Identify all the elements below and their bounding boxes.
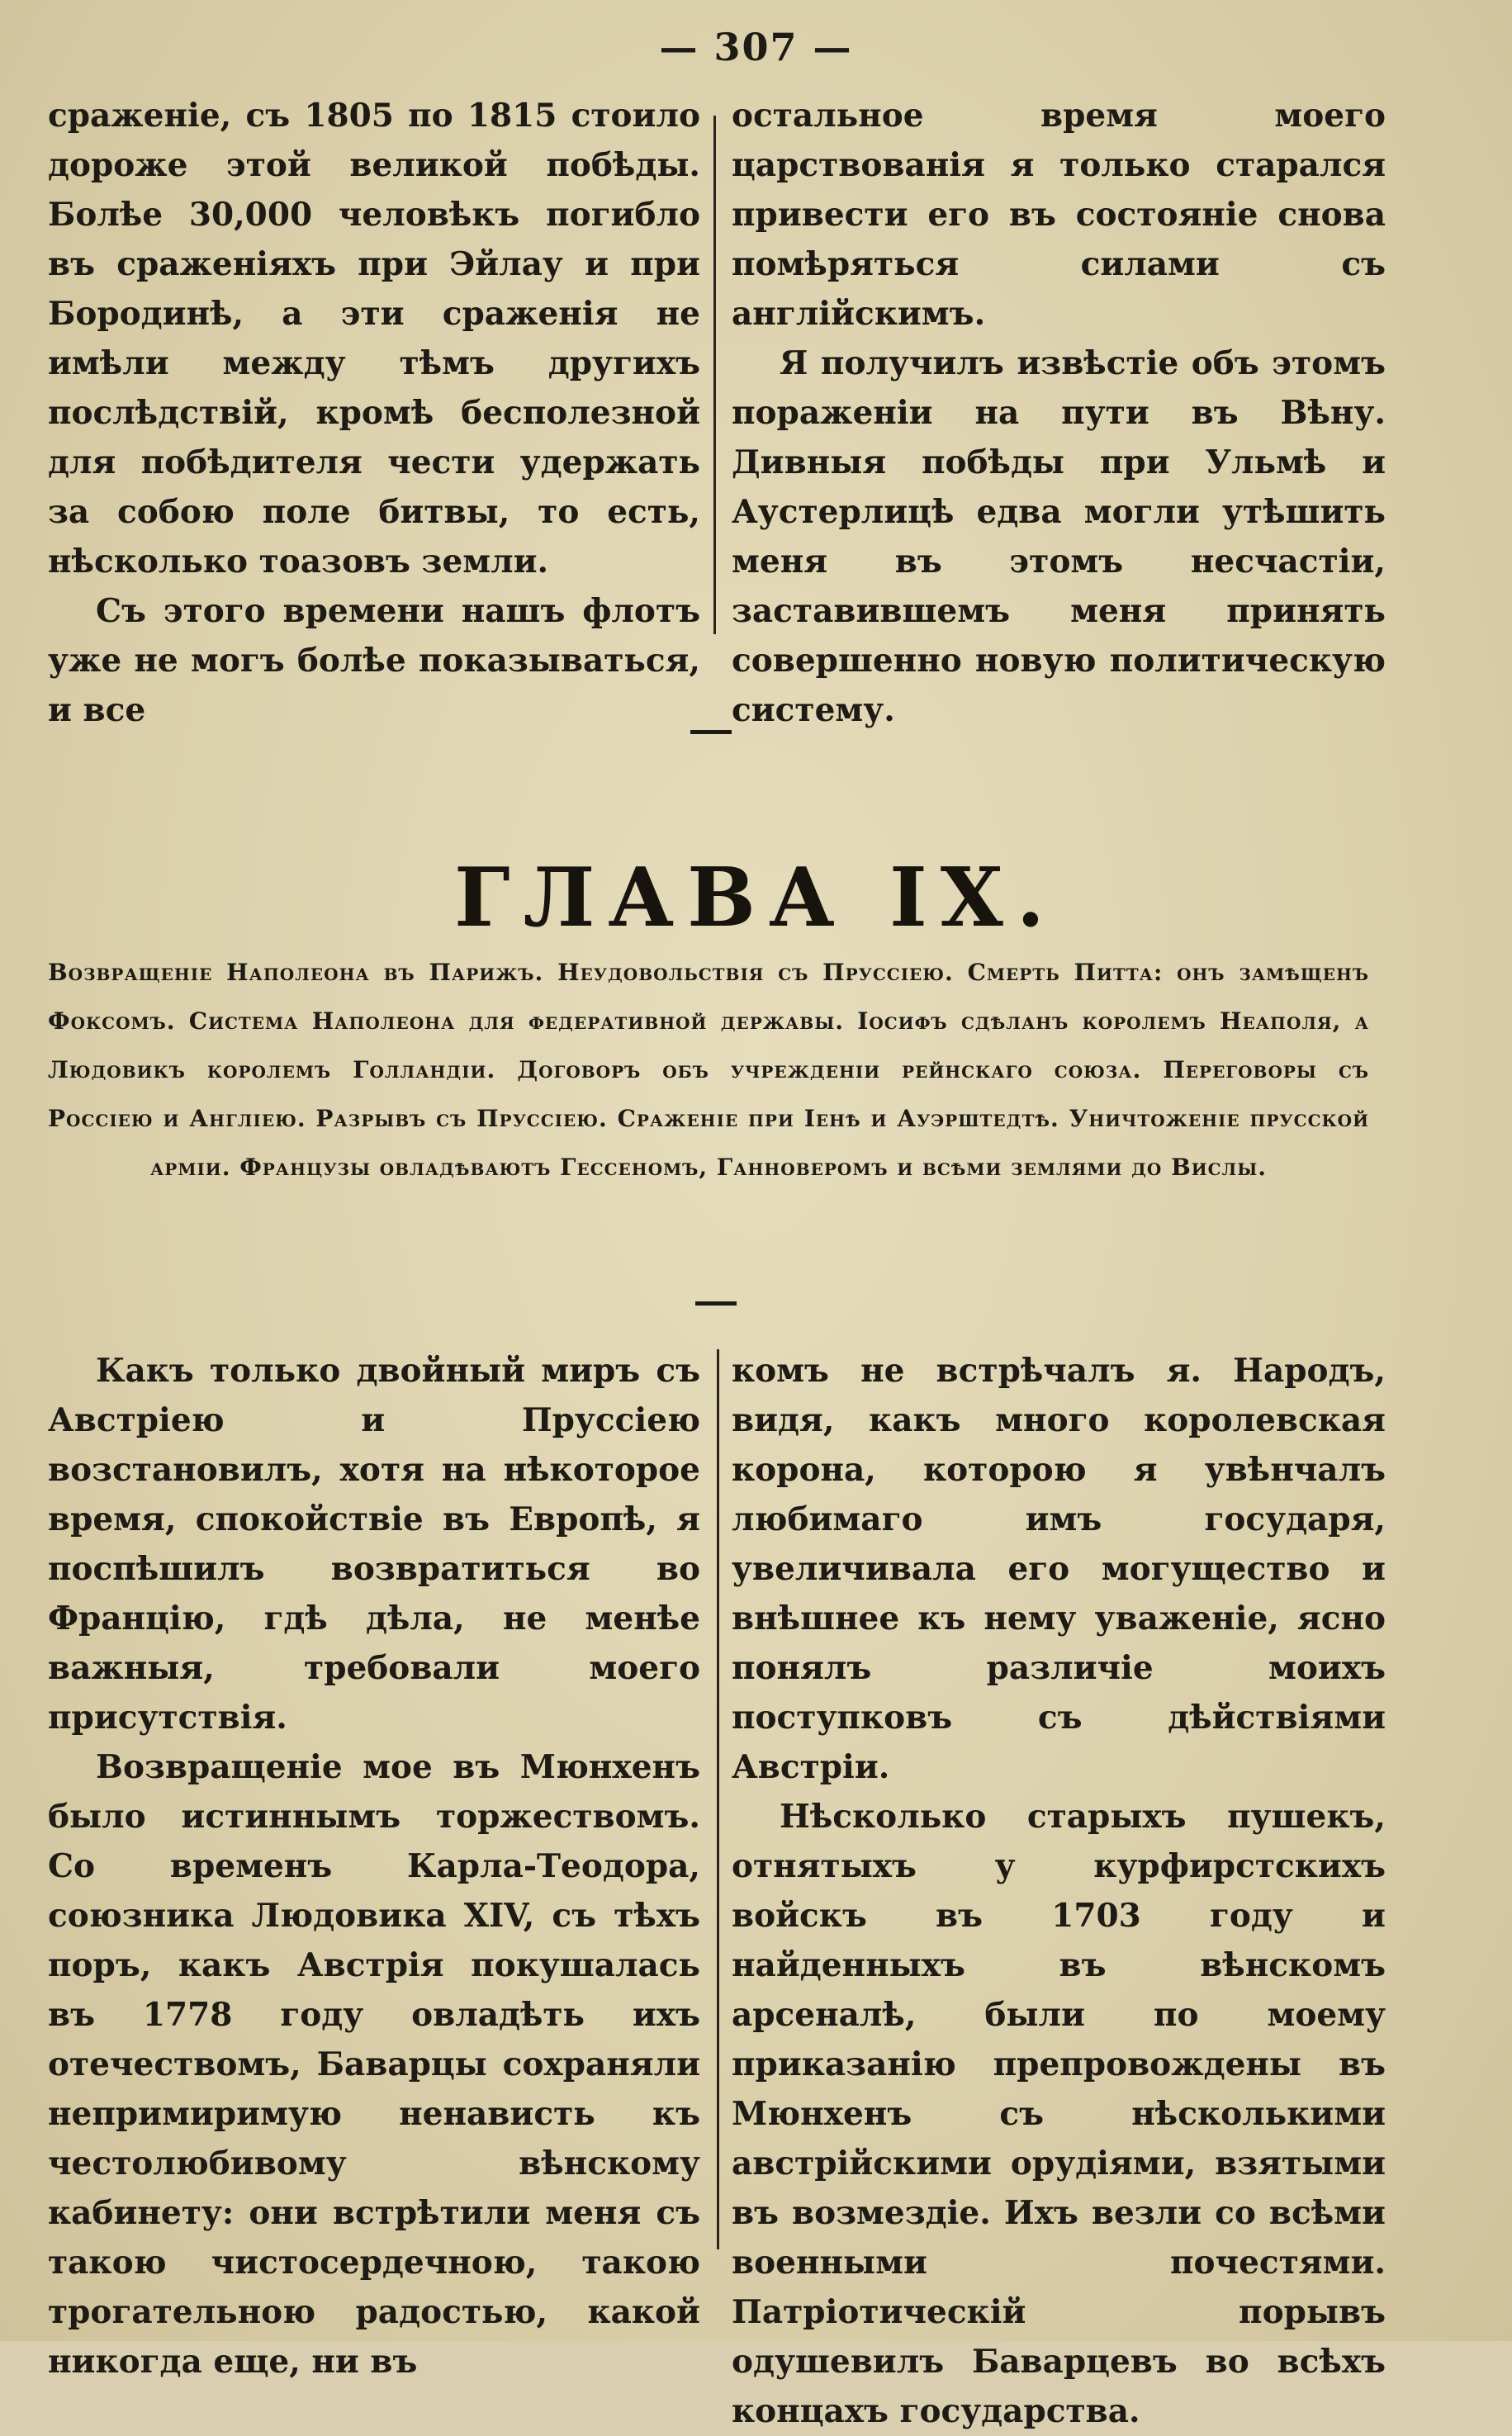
top-left-column <box>48 91 700 735</box>
section-dash <box>690 730 732 734</box>
column-divider <box>717 1349 719 2249</box>
top-right-column <box>732 91 1386 735</box>
section-dash <box>695 1301 737 1306</box>
bottom-left-column <box>48 1346 700 2386</box>
paragraph: Нѣсколько старыхъ пушекъ, отнятыхъ у курфирстскихъ войскъ въ 1703 году и найденныхъ въ вѣнскомъ арсеналѣ, были по моему приказанію препровождены въ Мюнхенъ съ нѣсколькими австрійскими орудіями, взятыми въ возмездіе. Ихъ везли со всѣми военными почестями. Патріотическій порывъ одушевилъ Баварцевъ во всѣхъ концахъ государства. <box>732 1798 1386 2430</box>
paragraph: сраженіе, съ 1805 по 1815 стоило дороже этой великой побѣды. Болѣе 30,000 человѣкъ погибло въ сраженіяхъ при Эйлау и при Бородинѣ, а эти сраженія не имѣли между тѣмъ другихъ послѣдствій, кромѣ бесполезной для побѣдителя чести удержать за собою поле битвы, то есть, нѣсколько тоазовъ земли. <box>48 97 700 581</box>
chapter-summary: Возвращеніе Наполеона въ Парижъ. Неудовольствія съ Пруссіею. Смерть Питта: онъ замѣщенъ Фоксомъ. Система Наполеона для федеративной державы. Іосифъ сдѣланъ королемъ Неаполя, а Людовикъ королемъ Голландіи. Договоръ объ учрежденіи рейнскаго союза. Переговоры съ Россіею и Англіею. Разрывъ съ Пруссіею. Сраженіе при Іенѣ и Ауэрштедтѣ. Уничтоженіе прусской арміи. Французы овладѣваютъ Гессеномъ, Ганноверомъ и всѣми землями до Вислы. <box>48 959 1369 1181</box>
paragraph: комъ не встрѣчалъ я. Народъ, видя, какъ много королевская корона, которою я увѣнчалъ любимаго имъ государя, увеличивала его могущество и внѣшнее къ нему уваженіе, ясно понялъ различіе моихъ поступковъ съ дѣйствіями Австріи. <box>732 1352 1386 1786</box>
paragraph: Возвращеніе мое въ Мюнхенъ было истиннымъ торжествомъ. Со временъ Карла-Теодора, союзника Людовика XIV, съ тѣхъ поръ, какъ Австрія покушалась въ 1778 году овладѣть ихъ отечествомъ, Баварцы сохраняли непримиримую ненависть къ честолюбивому вѣнскому кабинету: они встрѣтили меня съ такою чистосердечною, такою трогательною радостью, какой никогда еще, ни въ <box>48 1748 700 2381</box>
column-divider <box>713 116 716 634</box>
paragraph: Какъ только двойный миръ съ Австріею и Пруссіею возстановилъ, хотя на нѣкоторое время, спокойствіе въ Европѣ, я поспѣшилъ возвратиться во Францію, гдѣ дѣла, не менѣе важныя, требовали моего присутствія. <box>48 1352 700 1737</box>
page-number: — 307 — <box>659 25 853 69</box>
bottom-right-column <box>732 1346 1386 2436</box>
paragraph: Я получилъ извѣстіе объ этомъ пораженіи на пути въ Вѣну. Дивныя побѣды при Ульмѣ и Аустерлицѣ едва могли утѣшить меня въ этомъ несчастіи, заставившемъ меня принять совершенно новую политическую систему. <box>732 344 1386 729</box>
paragraph: остальное время моего царствованія я только старался привести его въ состояніе снова помѣряться силами съ англійскимъ. <box>732 97 1386 333</box>
paragraph: Съ этого времени нашъ флотъ уже не могъ болѣе показываться, и все <box>48 592 700 729</box>
chapter-title: ГЛАВА IX. <box>454 851 1058 945</box>
